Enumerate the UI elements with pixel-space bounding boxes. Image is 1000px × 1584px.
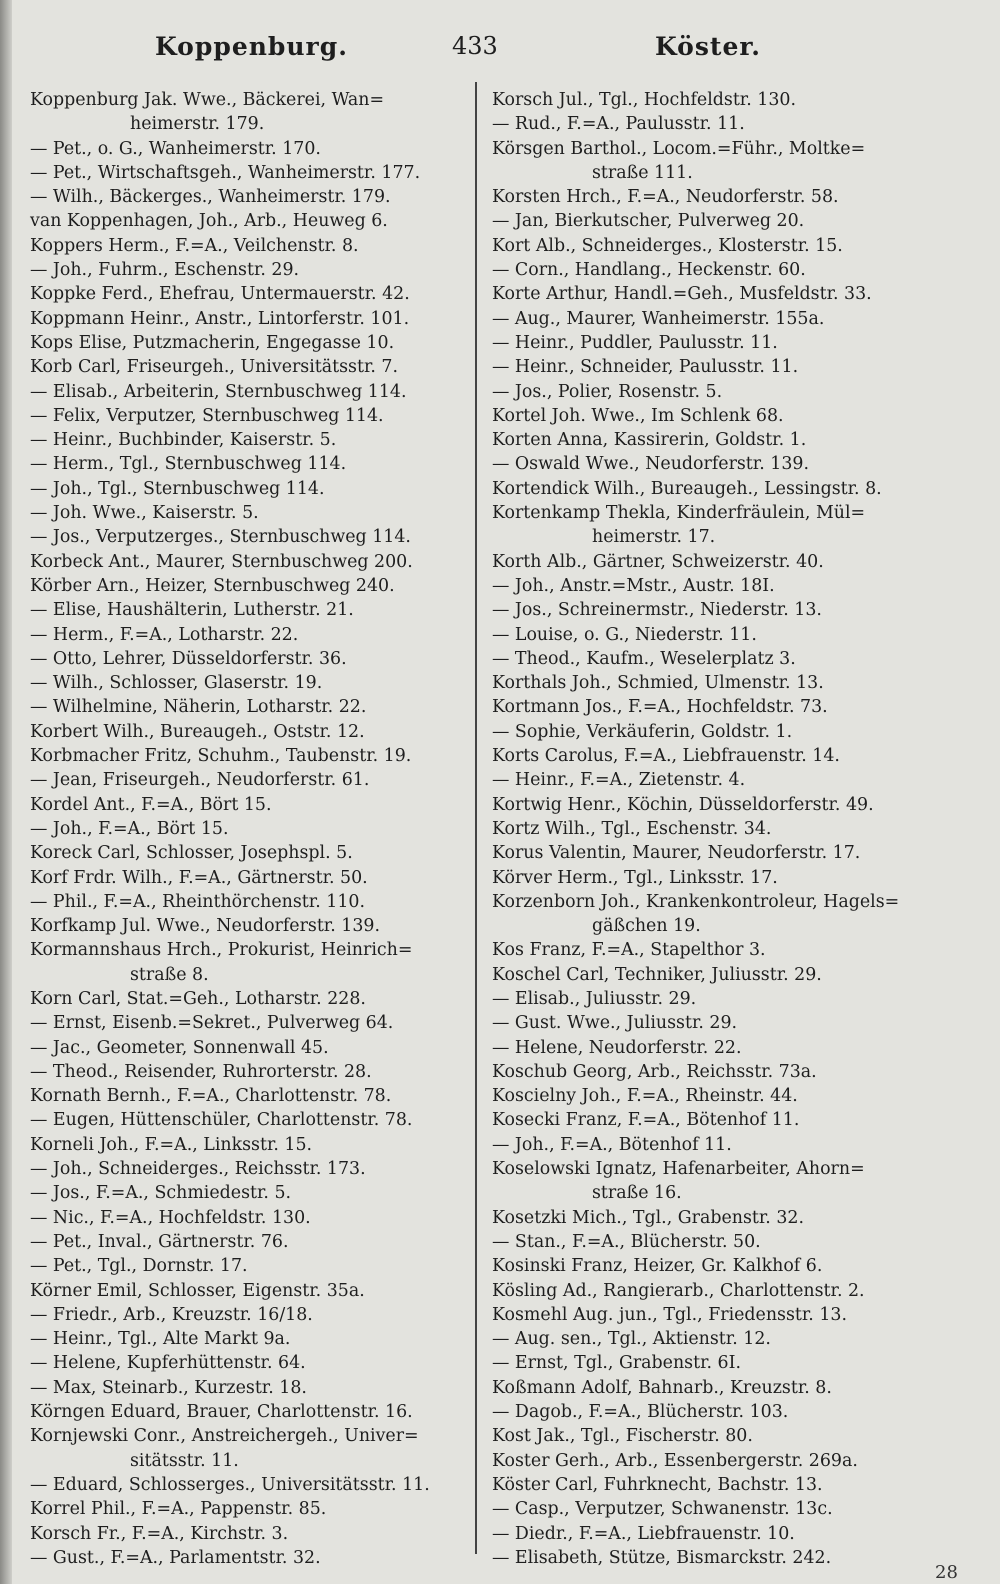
entry-line: Korfkamp Jul. Wwe., Neudorferstr. 139.	[30, 916, 380, 937]
entry-line: — Aug., Maurer, Wanheimerstr. 155a.	[492, 308, 825, 329]
entry-line: — Max, Steinarb., Kurzestr. 18.	[30, 1377, 307, 1398]
entry-continuation: heimerstr. 179.	[130, 114, 265, 135]
entry-line: — Pet., Tgl., Dornstr. 17.	[30, 1256, 248, 1277]
entry-line: — Elisabeth, Stütze, Bismarckstr. 242.	[492, 1547, 832, 1568]
entry-line: — Pet., Inval., Gärtnerstr. 76.	[30, 1231, 289, 1252]
entry-line: Kosecki Franz, F.=A., Bötenhof 11.	[492, 1110, 800, 1131]
directory-entry	[30, 1036, 463, 1060]
entry-line: — Rud., F.=A., Paulusstr. 11.	[492, 114, 745, 135]
entry-line: — Louise, o. G., Niederstr. 11.	[492, 624, 757, 645]
directory-entry	[30, 623, 463, 647]
directory-entry	[30, 404, 463, 428]
entry-line: Korf Frdr. Wilh., F.=A., Gärtnerstr. 50.	[30, 867, 368, 888]
directory-entry	[30, 282, 463, 306]
entry-line: Korbmacher Fritz, Schuhm., Taubenstr. 19.	[30, 746, 412, 767]
entry-line: Korthals Joh., Schmied, Ulmenstr. 13.	[492, 673, 824, 694]
entry-line: Koppmann Heinr., Anstr., Lintorferstr. 101.	[30, 308, 410, 329]
entry-line: — Sophie, Verkäuferin, Goldstr. 1.	[492, 721, 793, 742]
entry-line: Korts Carolus, F.=A., Liebfrauenstr. 14.	[492, 746, 840, 767]
entry-line: — Joh., F.=A., Bötenhof 11.	[492, 1134, 732, 1155]
right-column	[492, 88, 958, 1570]
entry-line: Kosmehl Aug. jun., Tgl., Friedensstr. 13.	[492, 1304, 848, 1325]
running-head-right: Köster.	[655, 32, 761, 61]
directory-entry	[30, 88, 463, 137]
entry-line: — Theod., Reisender, Ruhrorterstr. 28.	[30, 1061, 372, 1082]
directory-entry	[492, 477, 958, 501]
entry-line: — Joh., Tgl., Sternbuschweg 114.	[30, 478, 325, 499]
directory-entry	[492, 1206, 958, 1230]
entry-line: Körver Herm., Tgl., Linksstr. 17.	[492, 867, 778, 888]
entry-line: Korrel Phil., F.=A., Pappenstr. 85.	[30, 1499, 327, 1520]
entry-line: — Joh. Wwe., Kaiserstr. 5.	[30, 503, 259, 524]
entry-line: Koschub Georg, Arb., Reichsstr. 73a.	[492, 1061, 817, 1082]
entry-line: Kortz Wilh., Tgl., Eschenstr. 34.	[492, 818, 772, 839]
entry-line: Körber Arn., Heizer, Sternbuschweg 240.	[30, 575, 395, 596]
directory-entry	[30, 1011, 463, 1035]
entry-continuation: straße 8.	[130, 964, 209, 985]
entry-line: — Elisab., Juliusstr. 29.	[492, 988, 697, 1009]
entry-line: — Jean, Friseurgeh., Neudorferstr. 61.	[30, 770, 370, 791]
entry-line: — Theod., Kaufm., Weselerplatz 3.	[492, 648, 796, 669]
entry-line: Körsgen Barthol., Locom.=Führ., Moltke=	[492, 138, 866, 159]
entry-line: Korb Carl, Friseurgeh., Universitätsstr. 7.	[30, 357, 399, 378]
directory-entry	[492, 598, 958, 622]
directory-entry	[30, 331, 463, 355]
directory-entry	[30, 501, 463, 525]
entry-line: Koreck Carl, Schlosser, Josephspl. 5.	[30, 843, 353, 864]
directory-entry	[30, 258, 463, 282]
directory-entry	[30, 428, 463, 452]
directory-entry	[30, 1497, 463, 1521]
directory-entry	[30, 1424, 463, 1473]
directory-entry	[30, 1108, 463, 1132]
entry-line: — Eugen, Hüttenschüler, Charlottenstr. 78.	[30, 1110, 413, 1131]
entry-line: — Heinr., Puddler, Paulusstr. 11.	[492, 332, 778, 353]
entry-line: Kornjewski Conr., Anstreichergeh., Univer=	[30, 1426, 419, 1447]
directory-entry	[492, 1473, 958, 1497]
entry-line: — Nic., F.=A., Hochfeldstr. 130.	[30, 1207, 311, 1228]
directory-entry	[30, 1133, 463, 1157]
directory-entry	[492, 1522, 958, 1546]
directory-entry	[30, 1400, 463, 1424]
directory-entry	[492, 88, 958, 112]
entry-line: Koßmann Adolf, Bahnarb., Kreuzstr. 8.	[492, 1377, 832, 1398]
page-gutter	[0, 0, 12, 1584]
directory-entry	[492, 866, 958, 890]
entry-line: — Jac., Geometer, Sonnenwall 45.	[30, 1037, 329, 1058]
entry-continuation: sitätsstr. 11.	[130, 1450, 239, 1471]
entry-line: Korzenborn Joh., Krankenkontroleur, Hagels=	[492, 891, 900, 912]
entry-line: — Otto, Lehrer, Düsseldorferstr. 36.	[30, 648, 347, 669]
directory-entry	[492, 890, 958, 939]
entry-line: — Phil., F.=A., Rheinthörchenstr. 110.	[30, 891, 365, 912]
directory-entry	[30, 1546, 463, 1570]
directory-entry	[492, 452, 958, 476]
entry-line: — Dagob., F.=A., Blücherstr. 103.	[492, 1402, 789, 1423]
entry-continuation: gäßchen 19.	[592, 916, 701, 937]
entry-line: — Herm., F.=A., Lotharstr. 22.	[30, 624, 299, 645]
directory-entry	[30, 307, 463, 331]
directory-entry	[492, 1400, 958, 1424]
directory-entry	[492, 695, 958, 719]
entry-line: Koppke Ferd., Ehefrau, Untermauerstr. 42.	[30, 284, 410, 305]
entry-line: — Heinr., Schneider, Paulusstr. 11.	[492, 357, 799, 378]
entry-line: — Joh., Schneiderges., Reichsstr. 173.	[30, 1159, 366, 1180]
entry-line: Koster Gerh., Arb., Essenbergerstr. 269a.	[492, 1450, 858, 1471]
directory-entry	[492, 744, 958, 768]
directory-entry	[492, 137, 958, 186]
entry-line: — Jos., F.=A., Schmiedestr. 5.	[30, 1183, 292, 1204]
entry-line: Köster Carl, Fuhrknecht, Bachstr. 13.	[492, 1474, 823, 1495]
entry-line: Körngen Eduard, Brauer, Charlottenstr. 16.	[30, 1402, 413, 1423]
directory-entry	[492, 1133, 958, 1157]
directory-entry	[30, 793, 463, 817]
directory-entry	[30, 234, 463, 258]
entry-line: — Pet., Wirtschaftsgeh., Wanheimerstr. 177.	[30, 162, 421, 183]
directory-entry	[30, 209, 463, 233]
directory-entry	[492, 647, 958, 671]
directory-entry	[492, 1497, 958, 1521]
directory-entry	[492, 1376, 958, 1400]
entry-line: Korsten Hrch., F.=A., Neudorferstr. 58.	[492, 187, 839, 208]
entry-line: — Elisab., Arbeiterin, Sternbuschweg 114.	[30, 381, 407, 402]
directory-entry	[492, 380, 958, 404]
entry-line: Koppenburg Jak. Wwe., Bäckerei, Wan=	[30, 90, 385, 110]
directory-entry	[492, 817, 958, 841]
directory-entry	[492, 355, 958, 379]
directory-entry	[30, 1157, 463, 1181]
entry-line: — Helene, Kupferhüttenstr. 64.	[30, 1353, 306, 1374]
entry-line: — Aug. sen., Tgl., Aktienstr. 12.	[492, 1329, 771, 1350]
entry-line: — Jos., Schreinermstr., Niederstr. 13.	[492, 600, 822, 621]
entry-line: Kosinski Franz, Heizer, Gr. Kalkhof 6.	[492, 1256, 823, 1277]
directory-entry	[30, 914, 463, 938]
directory-entry	[492, 671, 958, 695]
directory-entry	[30, 380, 463, 404]
directory-entry	[492, 1108, 958, 1132]
directory-entry	[30, 550, 463, 574]
directory-entry	[30, 574, 463, 598]
directory-entry	[492, 938, 958, 962]
entry-line: — Corn., Handlang., Heckenstr. 60.	[492, 260, 806, 281]
directory-entry	[492, 1084, 958, 1108]
directory-entry	[30, 1254, 463, 1278]
directory-entry	[492, 987, 958, 1011]
entry-line: — Gust. Wwe., Juliusstr. 29.	[492, 1013, 738, 1034]
entry-line: Korte Arthur, Handl.=Geh., Musfeldstr. 33.	[492, 284, 872, 305]
directory-entry	[492, 404, 958, 428]
directory-entry	[30, 525, 463, 549]
entry-line: Korus Valentin, Maurer, Neudorferstr. 17.	[492, 843, 861, 864]
entry-continuation: straße 16.	[592, 1183, 682, 1204]
page-number: 433	[452, 32, 498, 60]
page-header	[0, 32, 1000, 72]
entry-line: Kosetzki Mich., Tgl., Grabenstr. 32.	[492, 1207, 804, 1228]
entry-continuation: heimerstr. 17.	[592, 527, 716, 548]
entry-line: Kortel Joh. Wwe., Im Schlenk 68.	[492, 405, 784, 426]
entry-line: Korsch Fr., F.=A., Kirchstr. 3.	[30, 1523, 289, 1544]
entry-line: Kormannshaus Hrch., Prokurist, Heinrich=	[30, 940, 413, 961]
entry-line: — Helene, Neudorferstr. 22.	[492, 1037, 742, 1058]
entry-line: Kösling Ad., Rangierarb., Charlottenstr. 2.	[492, 1280, 865, 1301]
directory-entry	[30, 1060, 463, 1084]
entry-line: Korn Carl, Stat.=Geh., Lotharstr. 228.	[30, 988, 366, 1009]
entry-line: — Friedr., Arb., Kreuzstr. 16/18.	[30, 1304, 313, 1325]
entry-line: — Casp., Verputzer, Schwanenstr. 13c.	[492, 1499, 833, 1520]
directory-entry	[30, 1303, 463, 1327]
entry-line: — Ernst, Tgl., Grabenstr. 6I.	[492, 1353, 742, 1374]
entry-line: Korbeck Ant., Maurer, Sternbuschweg 200.	[30, 551, 413, 572]
directory-entry	[492, 1157, 958, 1206]
directory-entry	[30, 185, 463, 209]
directory-entry	[30, 137, 463, 161]
entry-line: — Gust., F.=A., Parlamentstr. 32.	[30, 1547, 321, 1568]
directory-entry	[492, 768, 958, 792]
directory-entry	[30, 355, 463, 379]
directory-entry	[30, 647, 463, 671]
entry-line: Kops Elise, Putzmacherin, Engegasse 10.	[30, 332, 395, 353]
directory-entry	[492, 550, 958, 574]
directory-entry	[492, 1060, 958, 1084]
directory-entry	[492, 1351, 958, 1375]
directory-entry	[30, 1351, 463, 1375]
entry-line: — Wilhelmine, Näherin, Lotharstr. 22.	[30, 697, 367, 718]
directory-entry	[30, 1084, 463, 1108]
entry-line: Koscielny Joh., F.=A., Rheinstr. 44.	[492, 1086, 798, 1107]
directory-entry	[492, 963, 958, 987]
entry-line: Kortenkamp Thekla, Kinderfräulein, Mül=	[492, 503, 866, 524]
entry-line: — Pet., o. G., Wanheimerstr. 170.	[30, 138, 321, 159]
directory-entry	[30, 1279, 463, 1303]
entry-line: Koschel Carl, Techniker, Juliusstr. 29.	[492, 964, 822, 985]
directory-entry	[30, 744, 463, 768]
running-head-left: Koppenburg.	[155, 32, 348, 61]
entry-line: Korsch Jul., Tgl., Hochfeldstr. 130.	[492, 90, 796, 110]
directory-entry	[30, 1522, 463, 1546]
directory-entry	[30, 1473, 463, 1497]
entry-line: — Joh., F.=A., Bört 15.	[30, 818, 229, 839]
directory-entry	[492, 258, 958, 282]
entry-line: — Elise, Haushälterin, Lutherstr. 21.	[30, 600, 354, 621]
entry-line: Korbert Wilh., Bureaugeh., Oststr. 12.	[30, 721, 365, 742]
directory-entry	[492, 185, 958, 209]
directory-entry	[492, 282, 958, 306]
directory-entry	[492, 720, 958, 744]
entry-line: Kortmann Jos., F.=A., Hochfeldstr. 73.	[492, 697, 828, 718]
directory-entry	[492, 1011, 958, 1035]
entry-line: Korth Alb., Gärtner, Schweizerstr. 40.	[492, 551, 824, 572]
entry-line: Koppers Herm., F.=A., Veilchenstr. 8.	[30, 235, 359, 256]
directory-entry	[492, 1230, 958, 1254]
entry-line: Kost Jak., Tgl., Fischerstr. 80.	[492, 1426, 753, 1447]
directory-entry	[30, 817, 463, 841]
entry-line: — Heinr., F.=A., Zietenstr. 4.	[492, 770, 746, 791]
entry-line: Korten Anna, Kassirerin, Goldstr. 1.	[492, 430, 807, 451]
directory-entry	[492, 307, 958, 331]
directory-entry	[30, 720, 463, 744]
directory-entry	[30, 866, 463, 890]
entry-line: — Heinr., Tgl., Alte Markt 9a.	[30, 1329, 291, 1350]
directory-entry	[30, 768, 463, 792]
entry-line: — Jos., Polier, Rosenstr. 5.	[492, 381, 723, 402]
entry-line: Kordel Ant., F.=A., Bört 15.	[30, 794, 272, 815]
signature-mark: 28	[935, 1562, 958, 1583]
entry-line: Korneli Joh., F.=A., Linksstr. 15.	[30, 1134, 313, 1155]
directory-entry	[30, 695, 463, 719]
directory-entry	[30, 938, 463, 987]
directory-entry	[30, 841, 463, 865]
entry-line: — Ernst, Eisenb.=Sekret., Pulverweg 64.	[30, 1013, 394, 1034]
entry-line: — Heinr., Buchbinder, Kaiserstr. 5.	[30, 430, 337, 451]
directory-entry	[30, 1327, 463, 1351]
directory-entry	[30, 1206, 463, 1230]
directory-entry	[30, 1230, 463, 1254]
directory-entry	[492, 793, 958, 817]
directory-entry	[492, 1424, 958, 1448]
directory-entry	[30, 452, 463, 476]
directory-entry	[492, 1303, 958, 1327]
entry-line: Kortwig Henr., Köchin, Düsseldorferstr. 49.	[492, 794, 874, 815]
entry-line: — Diedr., F.=A., Liebfrauenstr. 10.	[492, 1523, 795, 1544]
directory-entry	[492, 623, 958, 647]
directory-entry	[492, 112, 958, 136]
directory-entry	[30, 598, 463, 622]
directory-entry	[492, 1327, 958, 1351]
entry-line: Kos Franz, F.=A., Stapelthor 3.	[492, 940, 766, 961]
entry-line: — Herm., Tgl., Sternbuschweg 114.	[30, 454, 347, 475]
directory-entry	[492, 209, 958, 233]
entry-line: Kort Alb., Schneiderges., Klosterstr. 15.	[492, 235, 843, 256]
directory-entry	[492, 1036, 958, 1060]
directory-entry	[492, 841, 958, 865]
entry-line: van Koppenhagen, Joh., Arb., Heuweg 6.	[30, 211, 388, 232]
entry-line: — Jan, Bierkutscher, Pulverweg 20.	[492, 211, 805, 232]
directory-entry	[30, 477, 463, 501]
directory-entry	[30, 161, 463, 185]
entry-line: — Joh., Anstr.=Mstr., Austr. 18I.	[492, 575, 775, 596]
left-column	[30, 88, 463, 1570]
directory-entry	[30, 1376, 463, 1400]
directory-entry	[492, 331, 958, 355]
entry-continuation: straße 111.	[592, 162, 693, 183]
directory-entry	[30, 890, 463, 914]
directory-entry	[492, 428, 958, 452]
entry-line: — Eduard, Schlosserges., Universitätsstr. 11.	[30, 1474, 430, 1495]
entry-line: — Joh., Fuhrm., Eschenstr. 29.	[30, 260, 300, 281]
entry-line: — Wilh., Bäckerges., Wanheimerstr. 179.	[30, 187, 391, 208]
entry-line: — Felix, Verputzer, Sternbuschweg 114.	[30, 405, 384, 426]
entry-line: — Stan., F.=A., Blücherstr. 50.	[492, 1231, 761, 1252]
entry-line: — Wilh., Schlosser, Glaserstr. 19.	[30, 673, 323, 694]
entry-line: Kornath Bernh., F.=A., Charlottenstr. 78.	[30, 1086, 392, 1107]
entry-line: — Jos., Verputzerges., Sternbuschweg 114.	[30, 527, 411, 548]
entry-line: Körner Emil, Schlosser, Eigenstr. 35a.	[30, 1280, 365, 1301]
entry-line: — Oswald Wwe., Neudorferstr. 139.	[492, 454, 809, 475]
directory-entry	[492, 1279, 958, 1303]
directory-entry	[492, 1546, 958, 1570]
directory-entry	[492, 1254, 958, 1278]
directory-entry	[492, 234, 958, 258]
entry-line: Koselowski Ignatz, Hafenarbeiter, Ahorn=	[492, 1159, 865, 1180]
directory-entry	[30, 671, 463, 695]
directory-entry	[492, 574, 958, 598]
entry-line: Kortendick Wilh., Bureaugeh., Lessingstr. 8.	[492, 478, 882, 499]
column-divider	[475, 82, 477, 1554]
directory-entry	[30, 1181, 463, 1205]
directory-entry	[492, 501, 958, 550]
directory-entry	[492, 1449, 958, 1473]
directory-entry	[30, 987, 463, 1011]
